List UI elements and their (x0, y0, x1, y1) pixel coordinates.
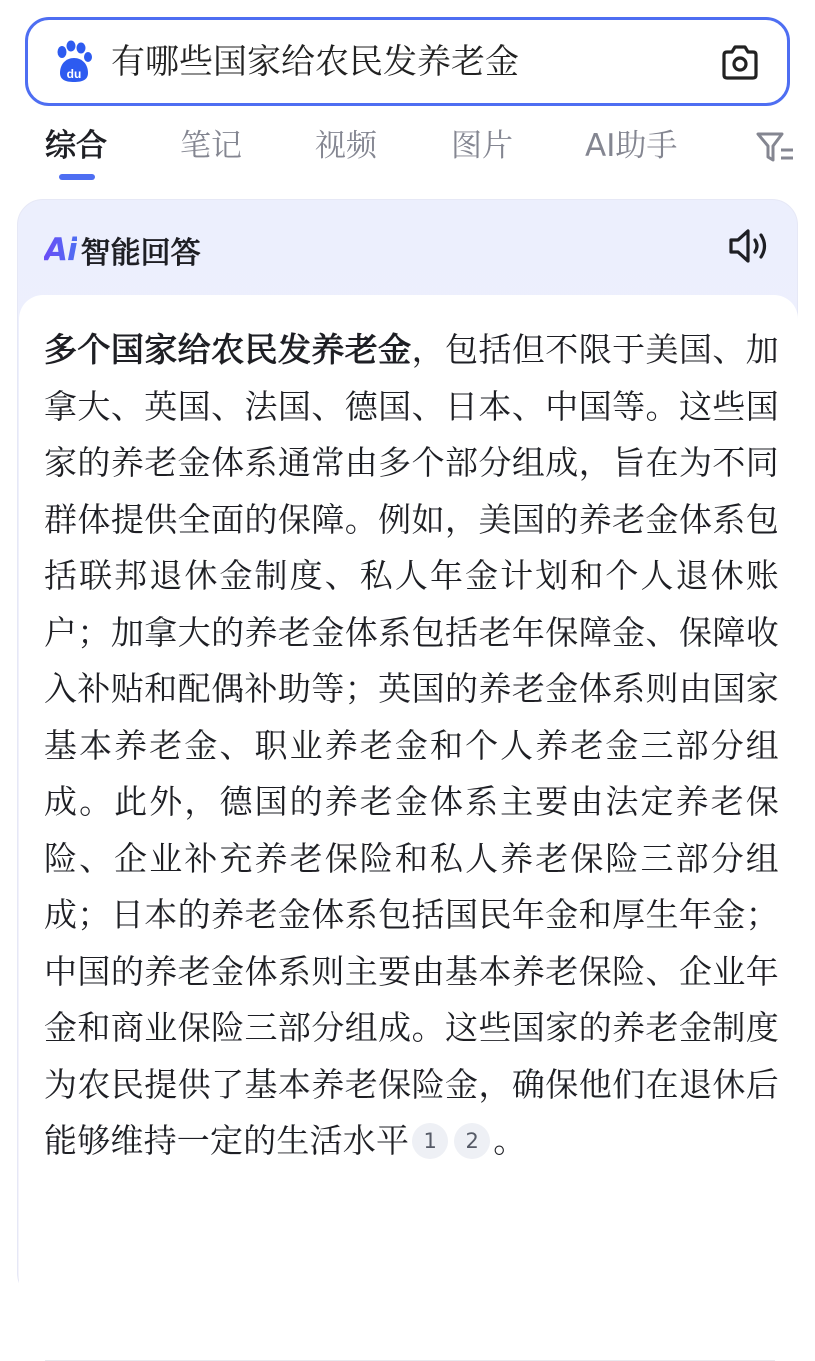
answer-lead: 多个国家给农民发养老金 (44, 330, 412, 369)
svg-text:du: du (66, 67, 82, 81)
answer-end: 。 (493, 1121, 527, 1160)
tab-all[interactable]: 综合 (45, 128, 107, 164)
tab-ai-assistant[interactable]: AI助手 (585, 128, 678, 164)
camera-icon[interactable] (719, 42, 761, 84)
citation-badge-1[interactable]: 1 (412, 1123, 448, 1159)
speaker-icon[interactable] (727, 226, 771, 266)
search-input[interactable]: 有哪些国家给农民发养老金 (111, 42, 519, 82)
filter-icon[interactable] (755, 130, 795, 166)
ai-answer-title: 智能回答 (80, 236, 201, 271)
answer-body: ，包括但不限于美国、加拿大、英国、法国、德国、日本、中国等。这些国家的养老金体系通常由多个部分组成，旨在为不同群体提供全面的保障。例如，美国的养老金体系包括联邦退休金制度、私人年金计划和个人退休账户；加拿大的养老金体系包括老年保障金、保障收入补贴和配偶补助等；英国的养老金体系则由国家基本养老金、职业养老金和个人养老金三部分组成。此外，德国的养老金体系主要由法定养老保险、企业补充养老保险和私人养老保险三部分组成；日本的养老金体系包括国民年金和厚生年金；中国的养老金体系则主要由基本养老保险、企业年金和商业保险三部分组成。这些国家的养老金制度为农民提供了基本养老保险金，确保他们在退休后能够维持一定的生活水平 (44, 330, 779, 1160)
ai-answer-text (44, 322, 779, 1170)
tab-images[interactable]: 图片 (451, 128, 513, 164)
baidu-paw-icon[interactable] (52, 40, 96, 84)
active-tab-indicator (59, 174, 95, 180)
ai-answer-body (19, 295, 798, 1305)
search-bar[interactable] (25, 17, 790, 106)
tab-bar (0, 118, 815, 188)
tab-video[interactable]: 视频 (315, 128, 377, 164)
citation-badge-2[interactable]: 2 (454, 1123, 490, 1159)
ai-answer-card (17, 199, 798, 1299)
ai-logo-icon: Ai (44, 232, 77, 268)
tab-notes[interactable]: 笔记 (180, 128, 242, 164)
ai-answer-header (44, 230, 201, 270)
